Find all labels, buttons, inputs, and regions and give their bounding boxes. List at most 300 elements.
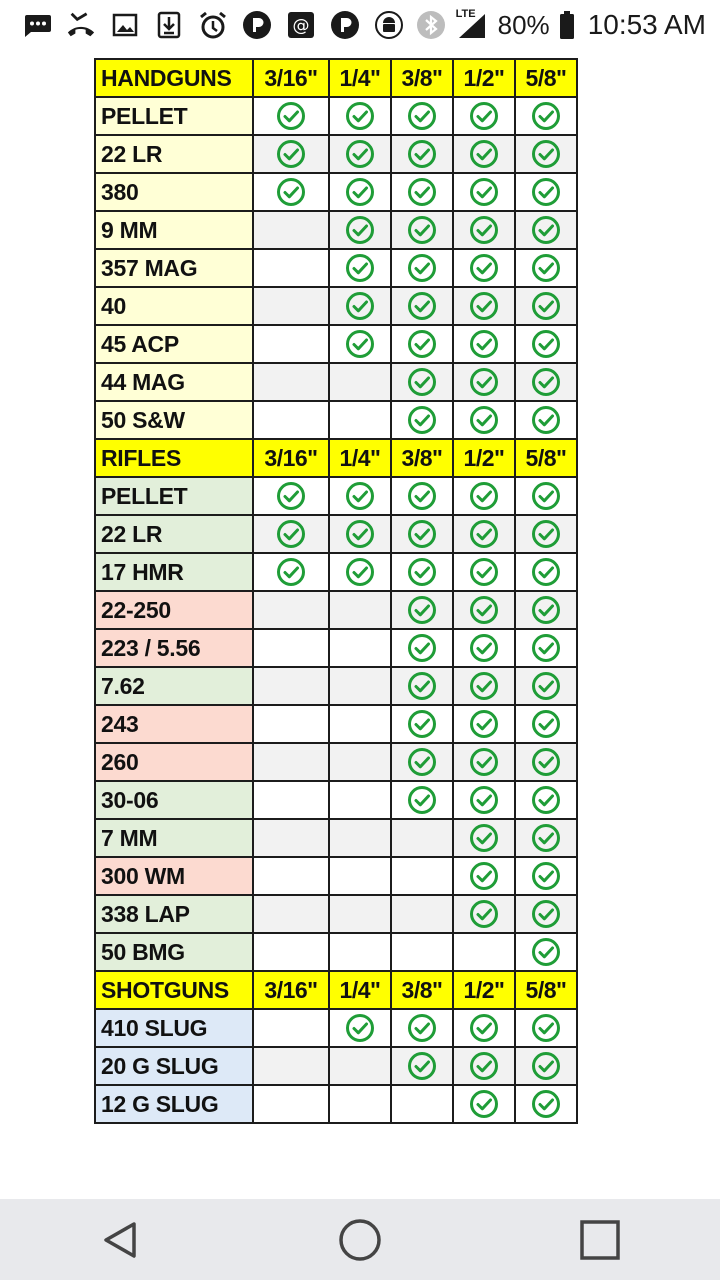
compatible-cell [391,667,453,705]
compatible-cell [453,1009,515,1047]
check-circle-icon [276,519,306,549]
back-button[interactable] [90,1210,150,1270]
compatible-cell [391,515,453,553]
compatible-cell [453,743,515,781]
recents-icon [578,1218,622,1262]
size-header: 5/8" [515,439,577,477]
compatible-cell [329,515,391,553]
empty-cell [329,629,391,667]
check-circle-icon [531,1089,561,1119]
missed-call-icon [66,10,96,40]
empty-cell [329,781,391,819]
caliber-row [95,97,577,135]
size-header: 3/8" [391,971,453,1009]
check-circle-icon [345,329,375,359]
check-circle-icon [469,215,499,245]
compatible-cell [391,287,453,325]
compatible-cell [391,553,453,591]
compatible-cell [515,477,577,515]
caliber-name: 7.62 [95,667,253,705]
check-circle-icon [469,1089,499,1119]
compatible-cell [391,211,453,249]
compatible-cell [453,363,515,401]
caliber-row [95,895,577,933]
section-header-row [95,439,577,477]
check-circle-icon [531,747,561,777]
compatible-cell [515,173,577,211]
empty-cell [329,743,391,781]
empty-cell [253,401,329,439]
compatible-cell [453,857,515,895]
compatible-cell [391,477,453,515]
message-icon [22,10,52,40]
empty-cell [253,249,329,287]
size-header: 3/16" [253,439,329,477]
check-circle-icon [469,709,499,739]
caliber-name: 410 SLUG [95,1009,253,1047]
empty-cell [253,1085,329,1123]
caliber-name: 20 G SLUG [95,1047,253,1085]
check-circle-icon [345,291,375,321]
empty-cell [329,1047,391,1085]
compatible-cell [253,515,329,553]
check-circle-icon [469,595,499,625]
compatible-cell [453,629,515,667]
compatible-cell [453,211,515,249]
empty-cell [253,743,329,781]
battery-percent: 80% [497,9,550,40]
empty-cell [253,933,329,971]
caliber-row [95,933,577,971]
compatible-cell [515,781,577,819]
compatible-cell [329,325,391,363]
compatible-cell [453,553,515,591]
check-circle-icon [531,329,561,359]
compatible-cell [515,1009,577,1047]
compatible-cell [515,591,577,629]
check-circle-icon [531,481,561,511]
status-bar [0,0,720,50]
check-circle-icon [407,747,437,777]
caliber-row [95,401,577,439]
check-circle-icon [531,785,561,815]
check-circle-icon [469,405,499,435]
compatible-cell [515,249,577,287]
caliber-name: 243 [95,705,253,743]
empty-cell [329,363,391,401]
compatible-cell [453,97,515,135]
caliber-name: 7 MM [95,819,253,857]
empty-cell [253,1047,329,1085]
compatible-cell [391,1009,453,1047]
compatible-cell [253,135,329,173]
check-circle-icon [407,557,437,587]
caliber-row [95,515,577,553]
compatible-cell [453,477,515,515]
check-circle-icon [469,367,499,397]
navigation-bar [0,1199,720,1280]
check-circle-icon [345,481,375,511]
size-header: 1/2" [453,971,515,1009]
check-circle-icon [407,671,437,701]
caliber-name: 338 LAP [95,895,253,933]
compatible-cell [453,667,515,705]
caliber-row [95,1009,577,1047]
check-circle-icon [407,1051,437,1081]
network-label: LTE [455,8,476,20]
compatible-cell [453,249,515,287]
empty-cell [391,895,453,933]
empty-cell [329,857,391,895]
empty-cell [391,819,453,857]
caliber-name: 260 [95,743,253,781]
compatible-cell [515,819,577,857]
caliber-name: 357 MAG [95,249,253,287]
section-title: HANDGUNS [95,59,253,97]
size-header: 5/8" [515,59,577,97]
compatible-cell [391,135,453,173]
check-circle-icon [531,367,561,397]
check-circle-icon [407,291,437,321]
size-header: 1/4" [329,59,391,97]
check-circle-icon [407,405,437,435]
caliber-row [95,477,577,515]
section-header-row [95,59,577,97]
caliber-name: 300 WM [95,857,253,895]
caliber-row [95,743,577,781]
empty-cell [253,857,329,895]
empty-cell [329,819,391,857]
check-circle-icon [407,215,437,245]
empty-cell [329,401,391,439]
svg-text:@: @ [292,16,310,36]
caliber-row [95,1085,577,1123]
empty-cell [329,1085,391,1123]
check-circle-icon [469,557,499,587]
check-circle-icon [407,101,437,131]
empty-cell [253,819,329,857]
empty-cell [253,705,329,743]
compatible-cell [453,1085,515,1123]
email-icon [286,10,316,40]
empty-cell [253,667,329,705]
compatible-cell [453,781,515,819]
check-circle-icon [531,291,561,321]
check-circle-icon [531,253,561,283]
check-circle-icon [407,1013,437,1043]
compatible-cell [329,287,391,325]
caliber-row [95,629,577,667]
size-header: 3/16" [253,59,329,97]
check-circle-icon [531,861,561,891]
caliber-name: 380 [95,173,253,211]
compatible-cell [515,933,577,971]
signal-icon [454,10,490,40]
caliber-name: 50 S&W [95,401,253,439]
compatible-cell [391,249,453,287]
clock: 10:53 AM [587,9,706,40]
compatible-cell [515,211,577,249]
compatible-cell [329,477,391,515]
table-body [95,59,577,1123]
check-circle-icon [407,633,437,663]
compatible-cell [453,819,515,857]
p-app-icon [330,10,360,40]
check-circle-icon [531,709,561,739]
check-circle-icon [407,177,437,207]
compatible-cell [329,211,391,249]
check-circle-icon [345,557,375,587]
compatible-cell [515,135,577,173]
empty-cell [253,1009,329,1047]
check-circle-icon [531,177,561,207]
check-circle-icon [469,139,499,169]
empty-cell [253,363,329,401]
caliber-name: 22 LR [95,515,253,553]
compatible-cell [515,401,577,439]
caliber-name: 44 MAG [95,363,253,401]
system-icons [416,0,706,50]
empty-cell [253,211,329,249]
compatible-cell [391,401,453,439]
check-circle-icon [469,101,499,131]
compatible-cell [391,705,453,743]
caliber-row [95,135,577,173]
check-circle-icon [531,823,561,853]
check-circle-icon [531,671,561,701]
check-circle-icon [469,671,499,701]
compatible-cell [515,325,577,363]
check-circle-icon [276,557,306,587]
compatible-cell [515,97,577,135]
check-circle-icon [469,823,499,853]
check-circle-icon [276,481,306,511]
caliber-row [95,705,577,743]
empty-cell [253,629,329,667]
compatible-cell [515,363,577,401]
compatible-cell [391,743,453,781]
compatible-cell [515,1047,577,1085]
recents-button[interactable] [570,1210,630,1270]
empty-cell [391,857,453,895]
compatible-cell [515,553,577,591]
check-circle-icon [531,595,561,625]
check-circle-icon [531,101,561,131]
check-circle-icon [407,253,437,283]
caliber-name: PELLET [95,477,253,515]
caliber-name: 40 [95,287,253,325]
check-circle-icon [469,633,499,663]
compatible-cell [391,363,453,401]
check-circle-icon [469,861,499,891]
compatible-cell [329,135,391,173]
compatible-cell [329,1009,391,1047]
empty-cell [253,591,329,629]
check-circle-icon [531,215,561,245]
size-header: 3/16" [253,971,329,1009]
check-circle-icon [531,557,561,587]
empty-cell [253,287,329,325]
check-circle-icon [469,519,499,549]
compatible-cell [453,895,515,933]
section-header-row [95,971,577,1009]
compatible-cell [453,515,515,553]
check-circle-icon [345,101,375,131]
compatible-cell [453,591,515,629]
caliber-row [95,553,577,591]
size-header: 1/4" [329,971,391,1009]
section-title: SHOTGUNS [95,971,253,1009]
empty-cell [329,667,391,705]
compatible-cell [453,135,515,173]
check-circle-icon [469,747,499,777]
compatible-cell [515,287,577,325]
check-circle-icon [345,253,375,283]
bluetooth-icon [416,10,446,40]
caliber-row [95,1047,577,1085]
check-circle-icon [276,177,306,207]
compatible-cell [453,287,515,325]
empty-cell [253,325,329,363]
check-circle-icon [469,291,499,321]
check-circle-icon [469,899,499,929]
caliber-name: PELLET [95,97,253,135]
empty-cell [391,933,453,971]
caliber-row [95,325,577,363]
compatible-cell [515,629,577,667]
check-circle-icon [531,405,561,435]
caliber-name: 17 HMR [95,553,253,591]
caliber-row [95,173,577,211]
check-circle-icon [531,139,561,169]
home-icon [337,1217,383,1263]
compatible-cell [453,401,515,439]
compatible-cell [253,477,329,515]
alarm-icon [198,10,228,40]
compatible-cell [253,97,329,135]
check-circle-icon [531,937,561,967]
empty-cell [329,895,391,933]
check-circle-icon [531,633,561,663]
caliber-row [95,211,577,249]
empty-cell [391,1085,453,1123]
p-app-icon [242,10,272,40]
compatible-cell [515,705,577,743]
check-circle-icon [469,329,499,359]
compatible-cell [253,553,329,591]
check-circle-icon [407,329,437,359]
caliber-name: 12 G SLUG [95,1085,253,1123]
check-circle-icon [407,139,437,169]
check-circle-icon [469,481,499,511]
check-circle-icon [531,899,561,929]
caliber-row [95,249,577,287]
caliber-name: 45 ACP [95,325,253,363]
caliber-row [95,781,577,819]
caliber-name: 30-06 [95,781,253,819]
check-circle-icon [407,785,437,815]
compatible-cell [515,895,577,933]
check-circle-icon [276,101,306,131]
download-icon [154,10,184,40]
check-circle-icon [469,177,499,207]
check-circle-icon [345,215,375,245]
check-circle-icon [469,1013,499,1043]
check-circle-icon [531,519,561,549]
android-debug-icon [374,10,404,40]
compatible-cell [453,173,515,211]
size-header: 1/2" [453,439,515,477]
check-circle-icon [531,1051,561,1081]
image-icon [110,10,140,40]
size-header: 1/2" [453,59,515,97]
caliber-row [95,287,577,325]
caliber-table [94,58,578,1124]
check-circle-icon [407,519,437,549]
section-title: RIFLES [95,439,253,477]
compatible-cell [329,249,391,287]
check-circle-icon [276,139,306,169]
compatible-cell [329,553,391,591]
check-circle-icon [531,1013,561,1043]
check-circle-icon [345,177,375,207]
caliber-row [95,363,577,401]
check-circle-icon [407,595,437,625]
caliber-name: 223 / 5.56 [95,629,253,667]
compatible-cell [515,743,577,781]
check-circle-icon [469,785,499,815]
size-header: 5/8" [515,971,577,1009]
check-circle-icon [407,367,437,397]
compatible-cell [453,705,515,743]
caliber-row [95,819,577,857]
compatible-cell [515,857,577,895]
caliber-name: 50 BMG [95,933,253,971]
compatible-cell [391,1047,453,1085]
caliber-name: 9 MM [95,211,253,249]
compatible-cell [391,629,453,667]
empty-cell [329,591,391,629]
caliber-chart [94,58,578,1124]
compatible-cell [453,1047,515,1085]
compatible-cell [453,325,515,363]
caliber-row [95,857,577,895]
compatible-cell [515,515,577,553]
compatible-cell [391,97,453,135]
empty-cell [453,933,515,971]
notification-icons [0,10,404,40]
empty-cell [329,933,391,971]
compatible-cell [391,325,453,363]
compatible-cell [391,781,453,819]
check-circle-icon [407,709,437,739]
size-header: 1/4" [329,439,391,477]
compatible-cell [329,173,391,211]
compatible-cell [329,97,391,135]
compatible-cell [253,173,329,211]
size-header: 3/8" [391,439,453,477]
back-icon [98,1218,142,1262]
compatible-cell [515,1085,577,1123]
empty-cell [329,705,391,743]
compatible-cell [391,173,453,211]
caliber-name: 22 LR [95,135,253,173]
empty-cell [253,895,329,933]
home-button[interactable] [330,1210,390,1270]
check-circle-icon [345,1013,375,1043]
compatible-cell [391,591,453,629]
check-circle-icon [407,481,437,511]
